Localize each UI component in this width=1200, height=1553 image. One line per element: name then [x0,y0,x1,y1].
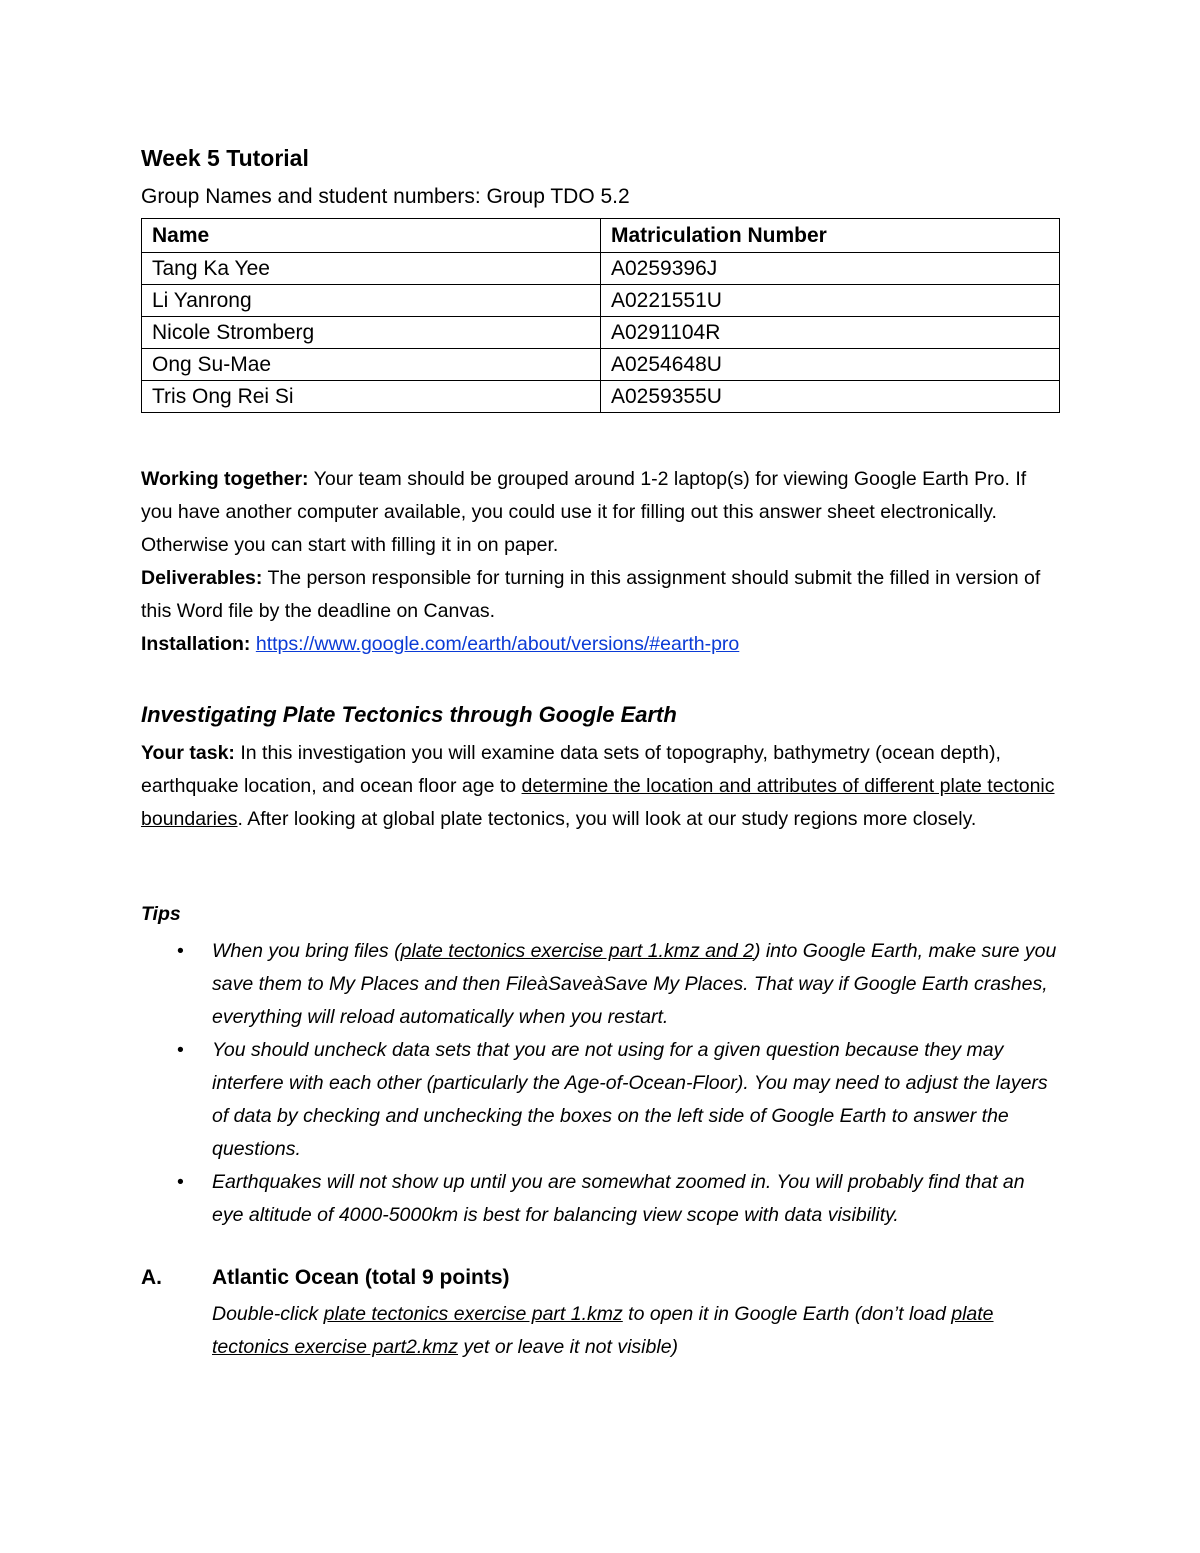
section-a-text-2: to open it in Google Earth (don’t load [622,1303,952,1325]
section-a-body [212,1298,1062,1364]
tips-list [141,935,1061,1232]
member-name: Tang Ka Yee [142,253,601,285]
section-a-file-1: plate tectonics exercise part 1.kmz [323,1303,623,1325]
task-text-2: . After looking at global plate tectonics, you will look at our study regions more closely. [237,808,977,830]
members-table [141,218,1060,413]
section-a-title: Atlantic Ocean (total 9 points) [212,1266,510,1289]
member-matric: A0259396J [601,253,1060,285]
working-together-text: Your team should be grouped around 1-2 laptop(s) for viewing Google Earth Pro. If you have another computer available, you could use it for filling out this answer sheet electronically. Otherwise you can start with filling it in on paper. [141,468,1027,556]
document-title: Week 5 Tutorial [141,145,309,171]
deliverables-paragraph [141,562,1061,628]
table-row [142,285,1060,317]
installation-paragraph [141,628,1061,661]
task-label: Your task: [141,742,235,764]
table-row [142,381,1060,413]
header-name: Name [142,219,601,253]
group-line: Group Names and student numbers: Group TDO 5.2 [141,185,630,208]
task-underlined: determine the location and attributes of different plate tectonic boundaries [141,775,1055,830]
table-row [142,349,1060,381]
bullet-icon: • [177,940,184,962]
working-together-label: Working together: [141,468,309,490]
member-matric: A0259355U [601,381,1060,413]
member-name: Nicole Stromberg [142,317,601,349]
section-a-letter: A. [141,1266,162,1289]
tip1-text-a: When you bring files ( [212,940,401,962]
bullet-icon: • [177,1039,184,1061]
tips-heading: Tips [141,903,181,925]
table-row [142,253,1060,285]
section-a-text-3: yet or leave it not visible) [458,1336,679,1358]
table-row [142,317,1060,349]
tip1-filenames: plate tectonics exercise part 1.kmz and 2 [400,940,754,962]
member-name: Li Yanrong [142,285,601,317]
deliverables-label: Deliverables: [141,567,263,589]
section-a-heading [141,1266,1061,1290]
deliverables-text: The person responsible for turning in this assignment should submit the filled in version of this Word file by the deadline on Canvas. [141,567,1041,622]
working-together-paragraph [141,463,1061,562]
member-name: Ong Su-Mae [142,349,601,381]
installation-label: Installation: [141,633,251,655]
list-item [141,1166,1061,1232]
member-matric: A0254648U [601,349,1060,381]
member-matric: A0291104R [601,317,1060,349]
investigation-title: Investigating Plate Tectonics through Google Earth [141,702,677,727]
instructions-block [141,463,1061,661]
installation-link[interactable]: https://www.google.com/earth/about/versions/#earth-pro [255,633,740,655]
list-item [141,1034,1061,1166]
task-text-1: In this investigation you will examine data sets of topography, bathymetry (ocean depth), earthquake location, and ocean floor age to [141,742,1001,797]
header-matric: Matriculation Number [601,219,1060,253]
bullet-icon: • [177,1171,184,1193]
tip3-text: Earthquakes will not show up until you are somewhat zoomed in. You will probably find that an eye altitude of 4000-5000km is best for balancing view scope with data visibility. [212,1171,1025,1226]
tip2-text: You should uncheck data sets that you are not using for a given question because they may interfere with each other (particularly the Age-of-Ocean-Floor). You may need to adjust the layers of data by checking and unchecking the boxes on the left side of Google Earth to answer the questions. [212,1039,1048,1160]
list-item [141,935,1061,1034]
table-header-row [142,219,1060,253]
member-name: Tris Ong Rei Si [142,381,601,413]
task-paragraph [141,737,1061,836]
section-a-file-2: plate tectonics exercise part2.kmz [212,1303,994,1358]
member-matric: A0221551U [601,285,1060,317]
tip1-text-b: ) into Google Earth, make sure you save them to My Places and then FileàSaveàSave My Places. That way if Google Earth crashes, everything will reload automatically when you restart. [212,940,1057,1028]
section-a-text-1: Double-click [212,1303,324,1325]
